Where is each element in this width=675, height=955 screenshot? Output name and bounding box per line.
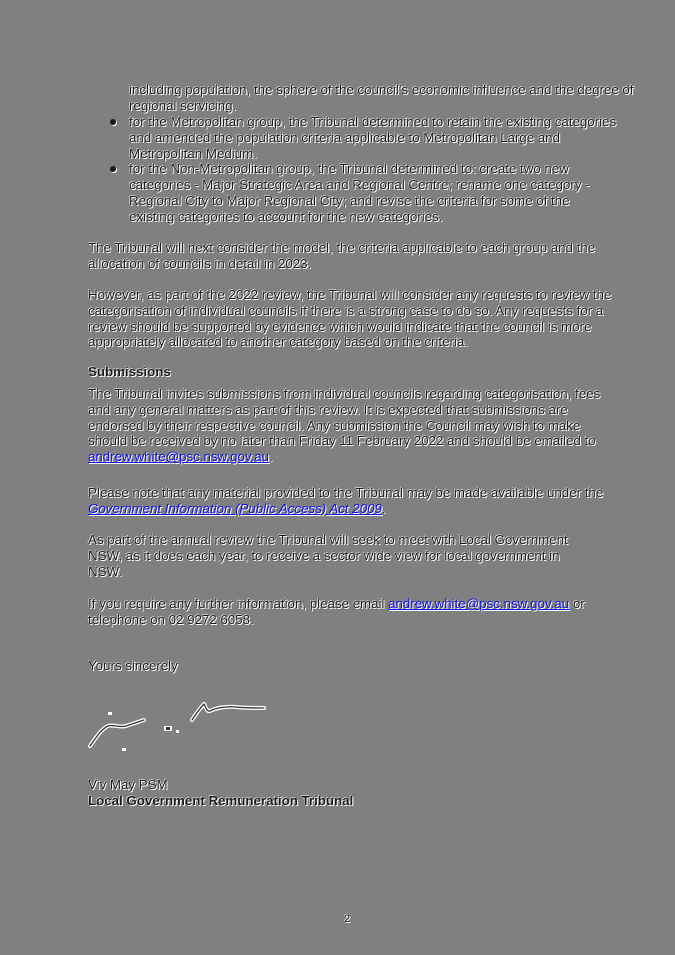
paragraph-submissions: The Tribunal invites submissions from individual councils regarding categorisation, fees and any general matters as part of this review. It is expected that submissions are endorsed by their respective council. Any submission the Council may wish to make should be received by no later than Friday 11 February 2022 and should be emailed to andrew.white@psc.nsw.gov.au.: [88, 386, 601, 465]
bullet-continuation: including population, the sphere of the council's economic influence and the degree of regional servicing.: [129, 82, 634, 113]
further-info-email-link[interactable]: andrew.white@psc.nsw.gov.au: [388, 596, 570, 611]
submissions-email-link[interactable]: andrew.white@psc.nsw.gov.au: [88, 449, 270, 465]
gipa-act-link[interactable]: Government Information (Public Access) Act 2009: [88, 500, 382, 516]
bullet-item-metropolitan: for the Metropolitan group, the Tribunal determined to retain the existing categories and amended the population criteria applicable to Metropolitan Large and Metropolitan Medium.: [88, 114, 618, 161]
bullet-dot-icon: [110, 166, 116, 172]
paragraph-further-info: If you require any further information, please email andrew.white@psc.nsw.gov.au or telephone on 02 9272 6058.: [88, 596, 585, 627]
paragraph-however: However, as part of the 2022 review, the Tribunal will consider any requests to review the categorisation of individual councils if there is a strong case to do so. Any requests for a review should be supported by evidence which would indicate that the council is more appropriately allocated to another category based on the criteria.: [88, 287, 612, 350]
closing-salutation: Yours sincerely: [88, 658, 178, 673]
signature-image: [86, 700, 286, 764]
submissions-heading: Submissions: [88, 364, 171, 379]
paragraph-annual-review: As part of the annual review the Tribunal will seek to meet with Local Government NSW, as it does each year, to receive a sector wide view for local government in NSW.: [88, 532, 568, 579]
signatory-organisation: Local Government Remuneration Tribunal: [88, 793, 354, 808]
signature-icon: [86, 700, 286, 764]
paragraph-next-consider: The Tribunal will next consider the model, the criteria applicable to each group and the allocation of councils in detail in 2023.: [88, 240, 596, 271]
paragraph-material-note: Please note that any material provided to the Tribunal may be made available under the Government Information (Public Access) Act 2009.: [88, 485, 604, 516]
submissions-body: The Tribunal invites submissions from individual councils regarding categorisation, fees and any general matters as part of this review. It is expected that submissions are endorsed by their respective council. Any submission the Council may wish to make should be received by no later than Friday 11 February 2022 and should be emailed to: [88, 386, 601, 449]
continued-bullet-text: [88, 82, 659, 114]
bullet-item-non-metropolitan: for the Non-Metropolitan group, the Tribunal determined to: create two new categories - Major Strategic Area and Regional Centre; rename one category - Regional City to Major Regional City; and revise the criteria for some of the existing categories to account for the new categories.: [88, 161, 618, 224]
decision-bullet-list: [88, 114, 618, 225]
bullet-dot-icon: [110, 119, 116, 125]
signatory-name: Viv May PSM: [88, 777, 168, 792]
page-number: 2: [344, 913, 351, 925]
